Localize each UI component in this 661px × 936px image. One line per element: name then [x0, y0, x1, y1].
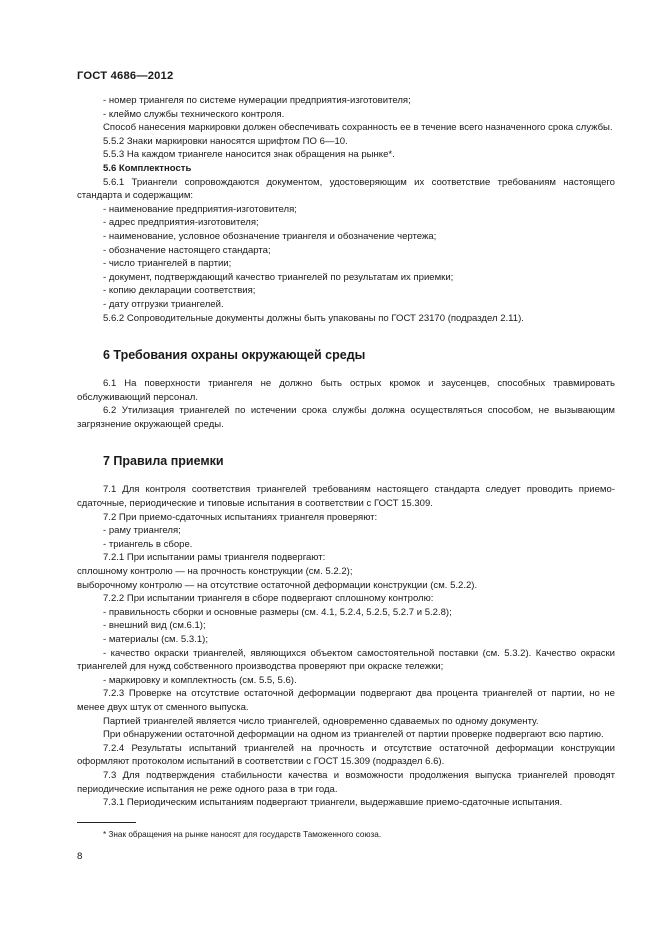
- list-item: - внешний вид (см.6.1);: [103, 620, 206, 632]
- subsection-5-6-title: 5.6 Комплектность: [103, 162, 192, 174]
- document-body: [77, 94, 615, 810]
- paragraph-batch-definition: Партией триангелей является число триангелей, одновременно сдаваемых по одному документу.: [103, 715, 539, 727]
- list-item: - дату отгрузки триангелей.: [103, 298, 224, 310]
- paragraph-7-2-1-continuous: сплошному контролю — на прочность конструкции (см. 5.2.2);: [77, 566, 353, 578]
- paragraph-7-3-1: 7.3.1 Периодическим испытаниям подвергают триангели, выдержавшие приемо-сдаточные испытания.: [103, 797, 563, 809]
- list-item: - копию декларации соответствия;: [103, 285, 256, 297]
- list-item: - триангель в сборе.: [103, 538, 193, 550]
- list-item: - адрес предприятия-изготовителя;: [103, 217, 259, 229]
- list-item: - материалы (см. 5.3.1);: [103, 634, 208, 645]
- paragraph-5-5-2: 5.5.2 Знаки маркировки наносятся шрифтом ПО 6—10.: [103, 135, 348, 147]
- list-item: - правильность сборки и основные размеры (см. 4.1, 5.2.4, 5.2.5, 5.2.7 и 5.2.8);: [103, 606, 452, 618]
- list-item: - наименование, условное обозначение триангеля и обозначение чертежа;: [103, 230, 437, 242]
- paragraph-5-6-1: 5.6.1 Триангели сопровождаются документом, удостоверяющим их соответствие требованиям настоящего стандарта и содержащим:: [77, 176, 615, 202]
- paragraph-7-2-1-selective: выборочному контролю — на отсутствие остаточной деформации конструкции (см. 5.2.2).: [77, 579, 478, 591]
- paragraph-deformation-detection: При обнаружении остаточной деформации на одном из триангелей от партии проверке подвергают всю партию.: [103, 729, 604, 741]
- footnote: * Знак обращения на рынке наносят для государств Таможенного союза.: [103, 830, 382, 839]
- list-item: - обозначение настоящего стандарта;: [103, 244, 271, 256]
- paragraph-5-5-3: 5.5.3 На каждом триангеле наносится знак обращения на рынке*.: [103, 149, 395, 161]
- section-6-heading: 6 Требования охраны окружающей среды: [103, 348, 366, 363]
- paragraph-marking-method: Способ нанесения маркировки должен обеспечивать сохранность ее в течение всего назначенного срока службы.: [103, 122, 613, 134]
- paragraph-7-2-2: 7.2.2 При испытании триангеля в сборе подвергают сплошному контролю:: [103, 593, 434, 605]
- paragraph-7-3: 7.3 Для подтверждения стабильности качества и возможности продолжения выпуска триангелей проводят периодические испытания не реже одного раза в три года.: [77, 769, 615, 795]
- paragraph-7-2-3: 7.2.3 Проверке на отсутствие остаточной деформации подвергают два процента триангелей от партии, но не менее двух штук от сменного выпуска.: [77, 688, 615, 713]
- section-7-heading: 7 Правила приемки: [103, 454, 224, 469]
- page-number: 8: [77, 851, 83, 862]
- list-item: - число триангелей в партии;: [103, 258, 232, 270]
- list-item: - документ, подтверждающий качество триангелей по результатам их приемки;: [103, 271, 454, 283]
- paragraph-6-1: 6.1 На поверхности триангеля не должно быть острых кромок и заусенцев, способных травмировать обслуживающий персонал.: [77, 378, 615, 403]
- paragraph-7-2-4: 7.2.4 Результаты испытаний триангелей на прочность и отсутствие остаточной деформации конструкции оформляют протоколом испытаний в соответствии с ГОСТ 15.309 (подраздел 6.6).: [77, 742, 615, 768]
- list-item: - маркировку и комплектность (см. 5.5, 5.6).: [103, 674, 297, 686]
- list-item: - раму триангеля;: [103, 525, 181, 537]
- list-item: - наименование предприятия-изготовителя;: [103, 203, 297, 215]
- page-header: ГОСТ 4686—2012: [77, 70, 174, 82]
- paragraph-5-6-2: 5.6.2 Сопроводительные документы должны быть упакованы по ГОСТ 23170 (подраздел 2.11).: [103, 312, 524, 324]
- paragraph-7-1: 7.1 Для контроля соответствия триангелей требованиям настоящего стандарта следует проводить приемо-сдаточные, периодические и типовые испытания в соответствии с ГОСТ 15.309.: [77, 484, 615, 510]
- paragraph-7-2: 7.2 При приемо-сдаточных испытаниях триангеля проверяют:: [103, 511, 378, 523]
- paragraph-6-2: 6.2 Утилизация триангелей по истечении срока службы должна осуществляться способом, не вызывающим загрязнение окружающей среды.: [77, 405, 615, 430]
- list-item: - клеймо службы технического контроля.: [103, 108, 285, 120]
- list-item-paint-quality: - качество окраски триангелей, являющихся объектом самостоятельной поставки (см. 5.3.2). Качество окраски триангелей для нужд собственного производства проверяют при окраске тележки;: [77, 647, 615, 673]
- paragraph-7-2-1: 7.2.1 При испытании рамы триангеля подвергают:: [103, 552, 326, 564]
- list-item: - номер триангеля по системе нумерации предприятия-изготовителя;: [103, 95, 411, 106]
- footnote-divider: [77, 822, 136, 823]
